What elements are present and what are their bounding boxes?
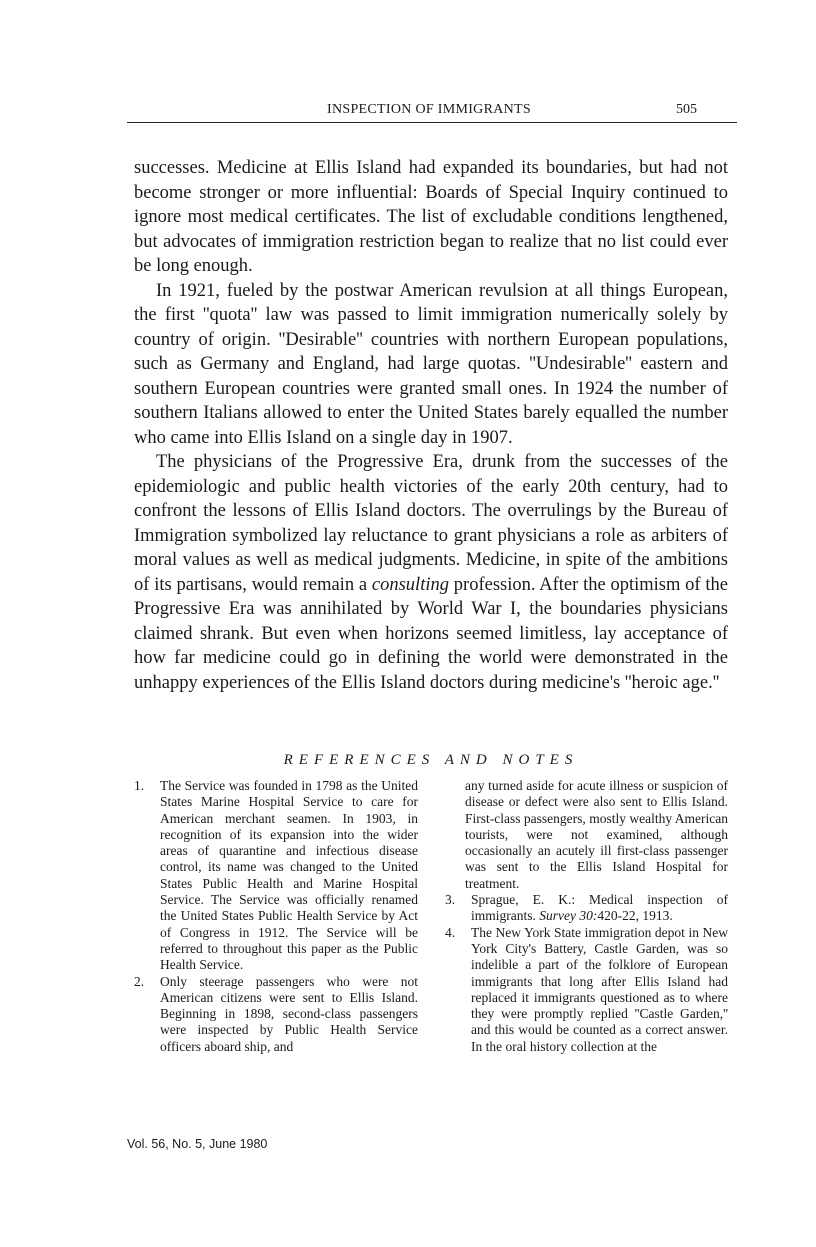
reference-2 xyxy=(134,974,418,1055)
reference-number: 1. xyxy=(134,778,145,793)
reference-number: 4. xyxy=(445,924,456,940)
paragraph-3-part-a: The physicians of the Progressive Era, drunk from the successes of the epidemiologic and public health victories of the early 20th century, had to confront the lessons of Ellis Island doctors. The overrulings by the Bureau of Immigration symbolized lay reluctance to grant physicians a role as arbiters of moral values as well as medical judgments. Medicine, in spite of the ambitions of its partisans, would remain a xyxy=(134,452,728,595)
running-header xyxy=(127,100,737,123)
reference-4 xyxy=(445,925,728,1055)
running-title: INSPECTION OF IMMIGRANTS xyxy=(327,102,531,117)
paragraph-3-part-b: profession. After the optimism of the Progressive Era was annihilated by World War I, the boundaries physicians claimed shrank. But even when horizons seemed limitless, lay acceptance of how far medicine could go in defining the world were demonstrated in the unhappy experiences of the Ellis Island doctors during medicine's ''heroic age.'' xyxy=(134,574,728,693)
reference-text xyxy=(471,892,728,925)
reference-1 xyxy=(134,778,418,974)
references-left-column xyxy=(134,778,418,1055)
paragraph-2: In 1921, fueled by the postwar American revulsion at all things European, the first ''quota'' law was passed to limit immigration numerically solely by country of origin. ''Desirable'' countries with northern European populations, such as Germany and England, had large quotas. ''Undesirable'' eastern and southern European countries were granted small ones. In 1924 the number of southern Italians allowed to enter the United States barely equalled the number who came into Ellis Island on a single day in 1907. xyxy=(134,280,728,448)
reference-3-journal: Survey 30: xyxy=(539,908,598,924)
page-number: 505 xyxy=(676,102,697,117)
body-text xyxy=(134,156,728,695)
reference-text: The New York State immigration depot in New York City's Battery, Castle Garden, was so indelible a part of the folklore of European immigrants that long after Ellis Island had replaced it immigrants questioned as to where they were promptly replied ''Castle Garden,'' and this would be counted as a correct answer. In the oral history collection at the xyxy=(471,924,728,1054)
reference-number: 3. xyxy=(445,892,456,908)
journal-citation-footer: Vol. 56, No. 5, June 1980 xyxy=(127,1137,268,1151)
reference-3-part-a: Sprague, E. K.: Medical inspection of immigrants. xyxy=(471,892,728,924)
paragraph-1: successes. Medicine at Ellis Island had expanded its boundaries, but had not become stronger or more influential: Boards of Special Inquiry continued to ignore most medical certificates. The list of excludable conditions lengthened, but advocates of immigration restriction began to realize that no list could ever be long enough. xyxy=(134,158,728,276)
references-heading: REFERENCES AND NOTES xyxy=(283,752,579,768)
reference-3-part-b: 420-22, 1913. xyxy=(597,908,673,924)
references-right-column xyxy=(445,778,728,1055)
emphasis-consulting: consulting xyxy=(371,574,449,595)
reference-2-continued: any turned aside for acute illness or suspicion of disease or defect were also sent to Ellis Island. First-class passengers, mostly wealthy American tourists, were not examined, although occasionally an acutely ill first-class passenger was sent to the Ellis Island Hospital for treatment. xyxy=(465,778,728,891)
reference-number: 2. xyxy=(134,973,145,989)
paragraph-3 xyxy=(134,450,728,695)
reference-3 xyxy=(445,892,728,925)
reference-text: Only steerage passengers who were not American citizens were sent to Ellis Island. Beginning in 1898, second-class passengers were inspected by Public Health Service officers aboard ship, and xyxy=(160,973,418,1054)
reference-text: The Service was founded in 1798 as the United States Marine Hospital Service to care for American merchant seamen. In 1903, in recognition of its expansion into the wider areas of quarantine and infectious disease control, its name was changed to the United States Public Health and Marine Hospital Service. The Service was officially renamed the United States Public Health Service by Act of Congress in 1912. The Service will be referred to throughout this paper as the Public Health Service. xyxy=(160,778,418,973)
